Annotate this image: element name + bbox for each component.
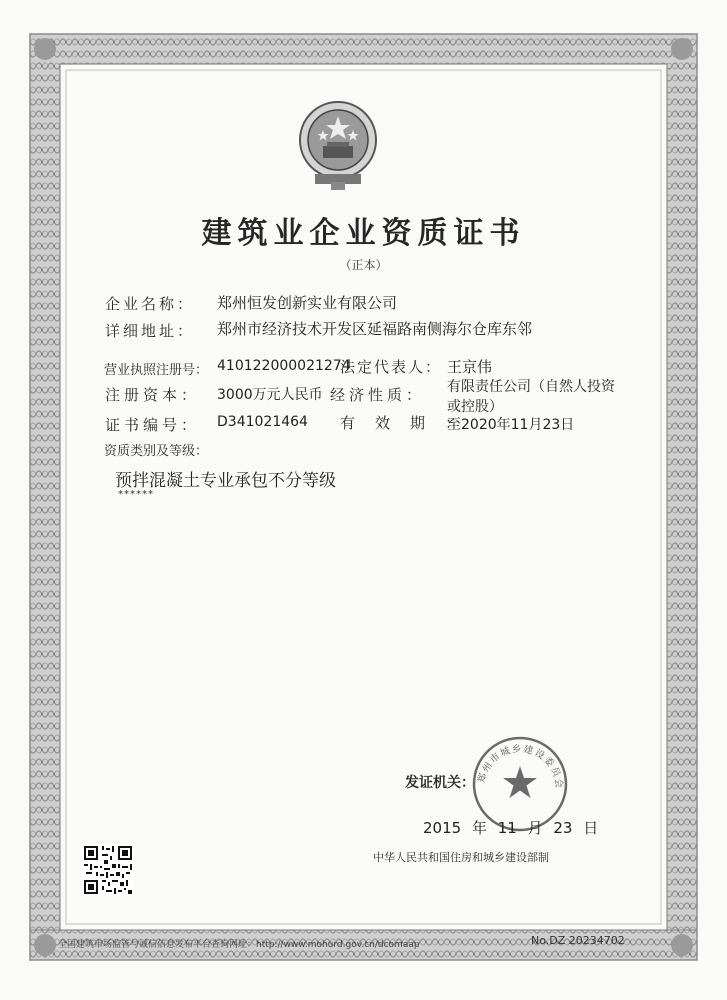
end-stars: ****** — [118, 489, 154, 500]
capital-label: 注册资本： — [105, 386, 201, 404]
nature-line1: 有限责任公司（自然人投资 — [447, 379, 615, 395]
nature-label: 经济性质： — [330, 386, 426, 404]
qualification: 预拌混凝土专业承包不分等级 — [115, 471, 336, 491]
address: 郑州市经济技术开发区延福路南侧海尔仓库东邻 — [217, 320, 533, 338]
national-emblem-icon — [293, 96, 383, 192]
footer-query-note: 全国建筑市场监管与诚信信息发布平台查询网址：http://www.mohurd.gov.cn/dcomaap — [58, 940, 420, 950]
nature-line2: 或控股） — [447, 399, 503, 415]
validity-label: 有效期： — [340, 414, 481, 432]
legal-rep-label: 法定代表人： — [340, 358, 443, 376]
issue-date: 2015 年 11 月 23 日 — [423, 819, 599, 837]
reg-no: 410122000021274 — [217, 358, 351, 374]
svg-text:郑州市城乡建设委员会: 郑州市城乡建设委员会 — [476, 743, 565, 791]
registered-capital: 3000万元人民币 — [217, 387, 323, 403]
certificate-title: 建筑业企业资质证书 — [201, 216, 526, 251]
company-name: 郑州恒发创新实业有限公司 — [217, 294, 398, 312]
certificate-subtitle: （正本） — [339, 258, 388, 272]
issuer-label: 发证机关： — [405, 775, 475, 791]
serial-number: No.DZ 20234702 — [531, 934, 625, 947]
cert-no-label: 证书编号： — [105, 416, 201, 434]
validity: 至2020年11月23日 — [447, 417, 575, 433]
company-name-label: 企业名称： — [105, 295, 196, 313]
address-label: 详细地址： — [105, 322, 196, 340]
qr-code-icon — [82, 844, 134, 896]
ministry-text: 中华人民共和国住房和城乡建设部制 — [373, 851, 549, 864]
cert-no: D341021464 — [217, 414, 308, 430]
reg-no-label: 营业执照注册号： — [104, 363, 209, 378]
qualification-label: 资质类别及等级： — [104, 444, 209, 459]
legal-rep: 王京伟 — [447, 358, 493, 376]
